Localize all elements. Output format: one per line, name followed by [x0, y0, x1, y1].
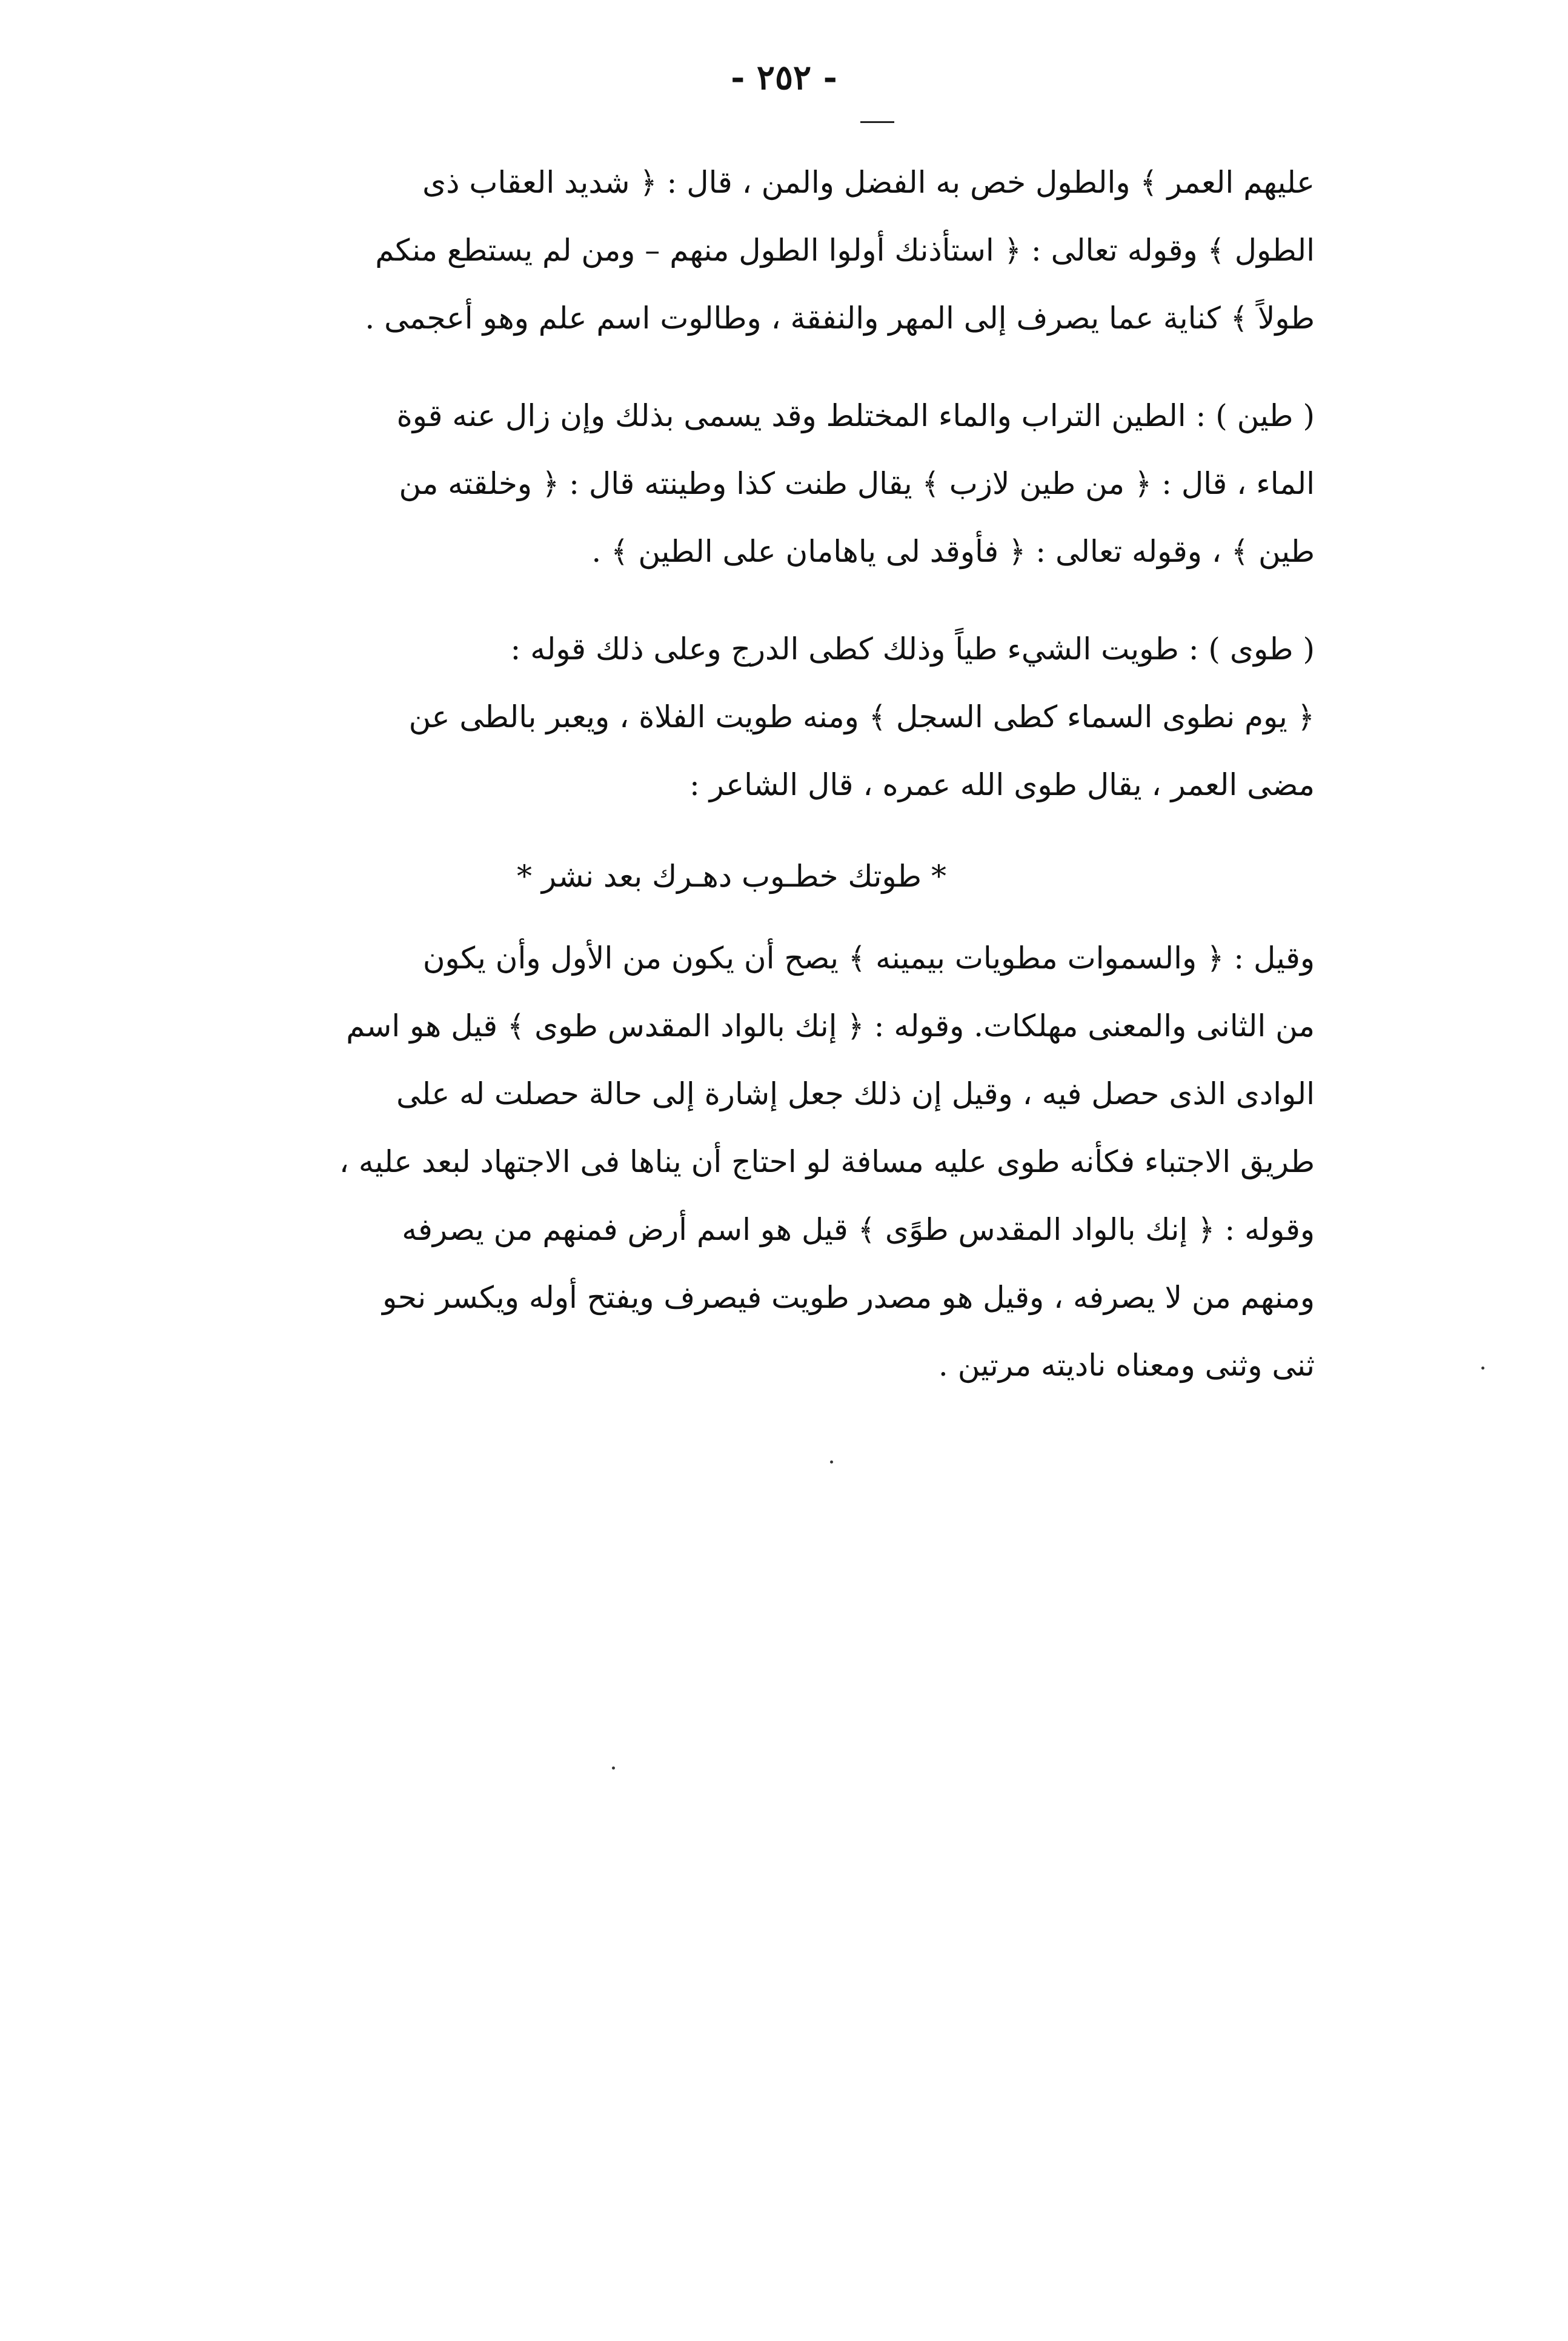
text-line: ( طين ) : الطين التراب والماء المختلط وقد يسمى بذلك وإن زال عنه قوة	[396, 398, 1315, 433]
text-line: من الثانى والمعنى مهلكات. وقوله : ﴿ إنك بالواد المقدس طوى ﴾ قيل هو اسم	[346, 1008, 1315, 1044]
scan-speck	[612, 1767, 615, 1770]
poetry-verse: * طوتك خطـوب دهـرك بعد نشر *	[517, 859, 946, 894]
page-number: - ٢٥٢ -	[731, 58, 837, 98]
text-line: عليهم العمر ﴾ والطول خص به الفضل والمن ، قال : ﴿ شديد العقاب ذى	[422, 165, 1315, 200]
text-line: الوادى الذى حصل فيه ، وقيل إن ذلك جعل إشارة إلى حالة حصلت له على	[396, 1076, 1315, 1111]
text-line: ثنى وثنى ومعناه ناديته مرتين .	[938, 1348, 1315, 1383]
header-rule	[860, 121, 894, 123]
paragraph-tawa	[148, 615, 1315, 819]
scan-speck	[830, 1460, 833, 1464]
paragraph-tawa-continued	[148, 924, 1315, 1399]
text-line: ومنهم من لا يصرفه ، وقيل هو مصدر طويت فيصرف ويفتح أوله ويكسر نحو	[382, 1280, 1315, 1315]
text-line: طين ﴾ ، وقوله تعالى : ﴿ فأوقد لى ياهامان على الطين ﴾ .	[591, 534, 1315, 569]
text-line: مضى العمر ، يقال طوى الله عمره ، قال الشاعر :	[689, 767, 1315, 802]
text-line: طولاً ﴾ كناية عما يصرف إلى المهر والنفقة ، وطالوت اسم علم وهو أعجمى .	[365, 301, 1315, 336]
text-line: الطول ﴾ وقوله تعالى : ﴿ استأذنك أولوا الطول منهم – ومن لم يستطع منكم	[375, 233, 1315, 268]
text-line: وقوله : ﴿ إنك بالواد المقدس طوًى ﴾ قيل هو اسم أرض فمنهم من يصرفه	[402, 1212, 1315, 1247]
paragraph-tul-continuation	[148, 148, 1315, 352]
text-line: الماء ، قال : ﴿ من طين لازب ﴾ يقال طنت كذا وطينته قال : ﴿ وخلقته من	[399, 466, 1315, 501]
text-line: طريق الاجتباء فكأنه طوى عليه مسافة لو احتاج أن يناها فى الاجتهاد لبعد عليه ،	[339, 1144, 1315, 1179]
text-line: وقيل : ﴿ والسموات مطويات بيمينه ﴾ يصح أن يكون من الأول وأن يكون	[422, 941, 1315, 976]
paragraph-tin	[148, 382, 1315, 585]
text-line: ( طوى ) : طويت الشيء طياً وذلك كطى الدرج وعلى ذلك قوله :	[510, 631, 1315, 667]
text-line: ﴿ يوم نطوى السماء كطى السجل ﴾ ومنه طويت الفلاة ، ويعبر بالطى عن	[408, 699, 1315, 734]
scan-speck	[1481, 1367, 1484, 1370]
